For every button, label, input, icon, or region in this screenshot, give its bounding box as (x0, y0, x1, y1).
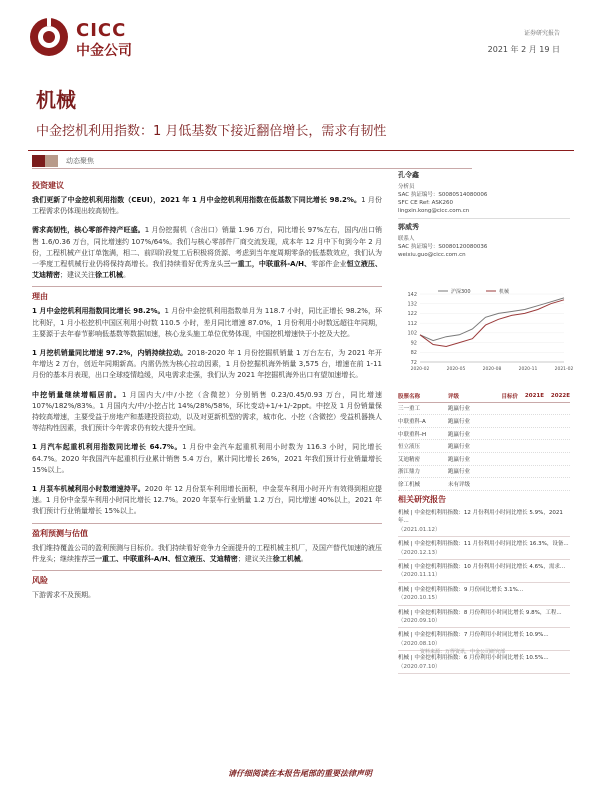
table-row (398, 466, 570, 479)
report-type: 证券研究报告 (523, 30, 560, 37)
performance-chart (398, 286, 574, 376)
table-cell: 跑赢行业 (448, 469, 471, 476)
related-report-item[interactable] (398, 609, 570, 629)
invest-p1-text: 1 月份工程需求仍体现出较高韧性。 (32, 196, 382, 216)
related-report-item[interactable] (398, 586, 570, 606)
related-report-date: （2020.07.10） (398, 663, 441, 670)
related-report-date: （2021.01.12） (398, 526, 441, 533)
table-cell: 跑赢行业 (448, 444, 471, 451)
table-cell: 跑赢行业 (448, 406, 471, 413)
risk-paragraph: 下游需求不及预期。 (32, 591, 95, 600)
analyst-license-1: SAC 执证编号：S0080514080006 (398, 192, 488, 198)
table-header-row (398, 390, 570, 403)
x-tick-label: 2020-08 (482, 367, 502, 372)
y-tick-label: 132 (407, 301, 417, 308)
table-row (398, 453, 570, 466)
related-report-date: （2020.08.10） (398, 640, 441, 647)
forecast-text-2: ；建议关注 (237, 554, 273, 563)
analyst-email-2[interactable]: weixiu.guo@cicc.com.cn (398, 252, 466, 258)
related-report-item[interactable] (398, 563, 570, 583)
invest-paragraph-1 (32, 195, 382, 217)
table-cell: 浙江鼎力 (398, 469, 421, 476)
forecast-text: 我们维持覆盖公司的盈利预测与目标价。我们持续看好竞争力全面提升的工程机械主机厂，及国产替代加速的液压件龙头；继续推荐 (32, 543, 382, 563)
y-tick-label: 102 (407, 330, 417, 337)
tag-swatch-icon (32, 155, 58, 167)
logo-text-en: CICC (76, 20, 127, 41)
analyst-panel (398, 170, 570, 259)
related-report-title[interactable]: 机械 | 中金挖机利用指数：8 月份利用小时同比增长 9.8%，工程... (398, 609, 562, 616)
forecast-end: 。 (300, 554, 308, 563)
reason-paragraph-2 (32, 348, 382, 382)
table-cell: 徐工机械 (398, 481, 421, 488)
reason-2-bold: 1 月挖机销量同比增速 97.2%，内销持续拉动。 (32, 349, 188, 358)
reason-2-text: 2018-2020 年 1 月份挖掘机销量 1 万台左右，为 2021 年开年增达 2 万台，创近年同期新高。内需仍然为核心拉动因素，1 月份挖掘机海外销量 3,575 台，增速在前 1-11 月份的基本月表现，出口全球疫情趋缓，风电需求走强，我们认为 2021 年挖掘机海外出口有望加速增长。 (32, 349, 383, 380)
reason-3-bold: 中挖销量继续增幅居前。 (32, 390, 122, 399)
series-line (420, 298, 564, 341)
section-title-reason: 理由 (32, 292, 48, 302)
sector-title: 机械 (36, 88, 76, 112)
analyst-role-2: 联系人 (398, 236, 415, 242)
table-cell: 跑赢行业 (448, 456, 471, 463)
reason-1-text: 1 月份中金挖机利用指数单月为 118.7 小时，同比正增长 98.2%，环比利好，1 月小松挖机中国区利用小时数 110.5 小时，差月同比增速 87.0%，1 月份利用小时数远超往年同期，主要源于去年春节影响低基数等数据加速，核心龙头施工单位优势体现，中国挖机增速快于小挖及大挖。 (32, 307, 382, 338)
reason-paragraph-5 (32, 484, 382, 518)
report-tag: 动态聚焦 (66, 157, 94, 165)
related-report-title[interactable]: 机械 | 中金挖机利用指数：6 月份利用小时同比增长 10.5%... (398, 655, 549, 662)
invest-p2-bold: 需求高韧性，核心零部件持产旺盛。 (32, 226, 145, 235)
reason-3-text: 1 月国内大/中/小挖（含微挖）分别销售 0.23/0.45/0.93 万台，同比增速 107%/182%/83%。1 月国内大/中/小挖占比 14%/28%/58%，环比变动+1/+1/-2ppt。中挖及 1 月份销量保持较高增速，主要受益于房地产和基建投资拉动，以及对更新机型的需求，城市化、小挖（含微挖）受益机器换人等结构性因素，我们预计今年需求仍有较大提升空间。 (32, 390, 382, 433)
reason-paragraph-3 (32, 390, 382, 435)
invest-p2-bold2: 三一重工，中联重科-A/H、 (223, 260, 312, 269)
legend-label: 机械 (499, 288, 510, 295)
related-report-title[interactable]: 机械 | 中金挖机利用指数：10 月份利用小时同比增长 4.6%，需求... (398, 564, 566, 571)
invest-p2-text: 1 月份挖掘机（含出口）销量 1.96 万台，同比增长 97%左右，国内/出口销售 1.6/0.36 万台，同比增速约 107%/64%。我们与核心零部件厂商交流发现，成本年 12 月中下旬到今年 2 月份，工程机械产业订单饱满，相二、前四阶段复工后积极将货源、考虑到当年度周期零条的低基数效应，我们认为一季度工程机械行业仍将保持高增长。我们持续看好优秀龙头 (32, 226, 383, 269)
analyst-sfc-1: SFC CE Ref: ASK260 (398, 200, 453, 206)
reason-1-bold: 1 月中金挖机利用指数同比增长 98.2%。 (32, 307, 165, 316)
reason-5-bold: 1 月泵车机械利用小时数增速持平。 (32, 485, 145, 494)
table-cell: 未有评级 (448, 481, 471, 488)
reason-paragraph-4 (32, 442, 382, 476)
invest-p2-text2: 零部件企业 (311, 260, 347, 269)
related-report-title[interactable]: 机械 | 中金挖机利用指数：9 月份同比增长 3.1%... (398, 586, 524, 593)
cicc-logo (28, 16, 168, 64)
related-report-date: （2020.09.10） (398, 618, 441, 625)
table-row (398, 478, 570, 491)
x-tick-label: 2021-02 (554, 367, 574, 372)
reason-paragraph-1 (32, 306, 382, 340)
analyst-role-1: 分析员 (398, 184, 415, 190)
related-report-date: （2020.12.13） (398, 549, 441, 556)
logo-text-cn: 中金公司 (76, 43, 132, 59)
related-report-item[interactable] (398, 540, 570, 560)
related-report-date: （2020.10.15） (398, 595, 441, 602)
analyst-name-1: 孔令鑫 (398, 171, 419, 179)
cicc-logo-mark-icon (28, 16, 70, 58)
table-header: 2022E (550, 392, 570, 399)
headline-divider (28, 150, 574, 151)
y-tick-label: 82 (410, 350, 417, 357)
analyst-name-2: 郭威秀 (398, 223, 419, 231)
invest-p2-end: 。 (123, 271, 130, 280)
analyst-license-2: SAC 执证编号：S0080120080036 (398, 244, 488, 250)
reason-5-text: 2020 年 12 月份泵车利用增长面积，中金泵车利用小时开片有效得到相应提速。1 月份中金泵车利用小时同比增长 12.7%。2020 年泵车行业销量 1.2 万台，同比增速 40%以上，2021 年我们预计行业销量增长 15%以上。 (32, 485, 382, 516)
report-headline: 中金挖机利用指数：1 月低基数下接近翻倍增长，需求有韧性 (36, 124, 387, 139)
source-note: 资料来源：万得资讯，中金公司研究部 (420, 649, 506, 655)
table-row (398, 428, 570, 441)
analyst-email-1[interactable]: lingxin.kong@cicc.com.cn (398, 208, 470, 214)
related-report-item[interactable] (398, 509, 570, 537)
report-tag-bar (32, 155, 472, 167)
table-header: 股票名称 (398, 393, 421, 400)
forecast-paragraph (32, 543, 382, 565)
table-cell: 跑赢行业 (448, 418, 471, 425)
table-cell: 中联重科-H (398, 431, 427, 438)
table-row (398, 440, 570, 453)
invest-p2-bold4: 徐工机械 (95, 271, 123, 280)
section-title-risk: 风险 (32, 576, 48, 586)
table-cell: 跑赢行业 (448, 431, 471, 438)
related-report-title[interactable]: 机械 | 中金挖机利用指数：12 月份利用小时同比增长 5.9%，2021 年... (398, 510, 563, 525)
related-reports-title: 相关研究报告 (398, 495, 446, 504)
forecast-bold-1: 三一重工、中联重科-A/H、恒立液压、艾迪精密 (88, 554, 238, 563)
invest-p2-text3: ；建议关注 (60, 271, 95, 280)
table-cell: 恒立液压 (398, 444, 421, 451)
table-row (398, 403, 570, 416)
y-tick-label: 142 (407, 291, 417, 298)
related-report-title[interactable]: 机械 | 中金挖机利用指数：7 月份利用小时同比增长 10.9%... (398, 632, 549, 639)
x-tick-label: 2020-05 (446, 367, 466, 372)
main-body (32, 180, 382, 601)
invest-p1-bold: 我们更新了中金挖机利用指数（CEUI），2021 年 1 月中金挖机利用指数在低基数下同比增长 98.2%。 (32, 196, 362, 204)
tag-divider (32, 168, 472, 169)
invest-p2-bold3: 恒立液压、艾迪精密 (32, 260, 383, 280)
report-date: 2021 年 2 月 19 日 (487, 45, 560, 54)
y-tick-label: 72 (410, 359, 417, 366)
stock-rating-table (398, 390, 570, 491)
table-header: 评级 (448, 393, 460, 400)
x-tick-label: 2020-11 (518, 367, 538, 372)
table-cell: 中联重科-A (398, 418, 426, 425)
related-report-item[interactable] (398, 654, 570, 674)
y-tick-label: 112 (407, 320, 417, 327)
table-cell: 三一重工 (398, 406, 421, 413)
table-header: 目标价 (501, 393, 518, 400)
reason-4-text: 1 月份中金汽车起重机利用小时数为 116.3 小时，同比增长 64.7%。2020 年我国汽车起重机行业累计销售 5.4 万台，累计同比增长 26%，2021 年我们预计行业销量增长 15%以上。 (32, 443, 383, 474)
reason-4-bold: 1 月汽车起重机利用指数同比增长 64.7%。 (32, 443, 183, 452)
section-title-invest: 投资建议 (32, 181, 64, 190)
legal-footer: 请仔细阅读在本报告尾部的重要法律声明 (228, 769, 372, 778)
y-tick-label: 122 (407, 311, 417, 318)
x-tick-label: 2020-02 (410, 367, 430, 372)
table-row (398, 415, 570, 428)
section-title-forecast: 盈利预测与估值 (32, 528, 88, 538)
invest-paragraph-2 (32, 225, 382, 281)
related-report-date: （2020.11.11） (398, 572, 441, 579)
forecast-bold-2: 徐工机械 (272, 554, 301, 563)
legend-label: 沪深300 (451, 288, 471, 295)
table-cell: 艾迪精密 (398, 456, 421, 463)
related-report-title[interactable]: 机械 | 中金挖机利用指数：11 月份利用小时同比增长 16.3%，设备... (398, 541, 569, 548)
y-tick-label: 92 (410, 340, 417, 347)
table-header: 2021E (524, 392, 544, 399)
